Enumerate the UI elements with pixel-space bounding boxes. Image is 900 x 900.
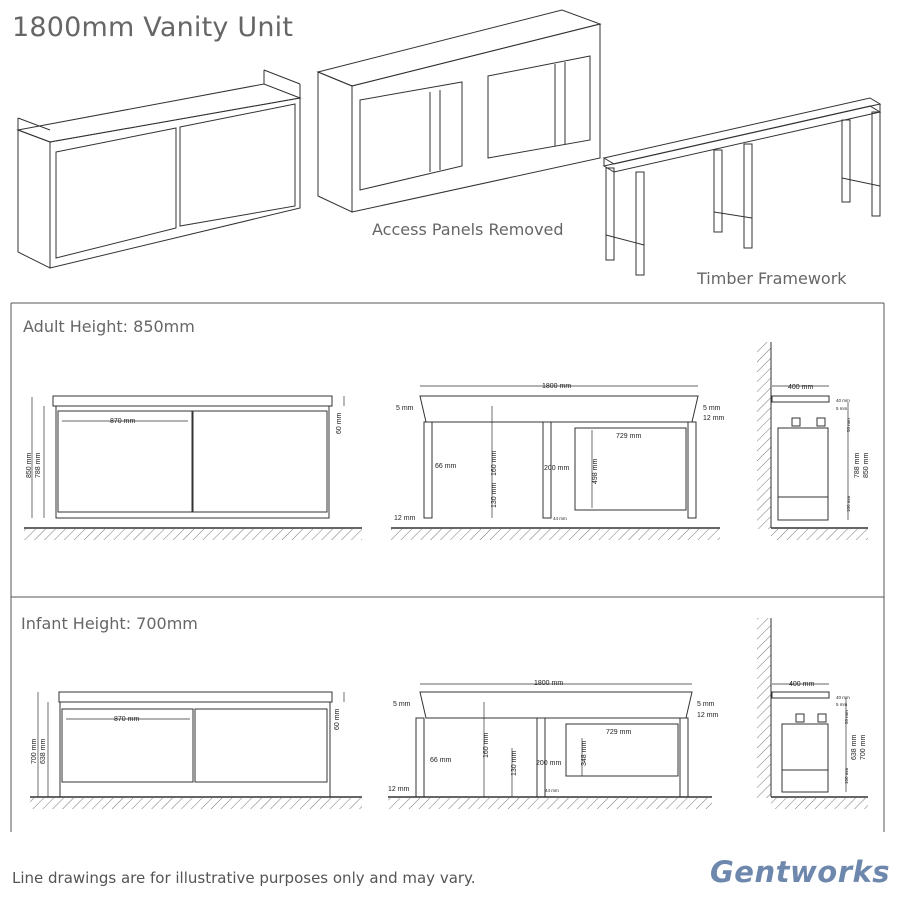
adult-frame-overhang-left: 5 mm — [396, 405, 414, 412]
adult-side-depth: 400 mm — [788, 384, 814, 391]
infant-front-panel-width: 870 mm — [114, 716, 140, 723]
adult-frame-leg: 66 mm — [435, 463, 457, 470]
infant-front-height-body: 638 mm — [40, 738, 47, 764]
adult-frame-post: 44 mm — [553, 516, 567, 521]
adult-front-height-body: 788 mm — [35, 452, 42, 478]
page-title: 1800mm Vanity Unit — [12, 12, 294, 43]
infant-side-view — [757, 618, 868, 809]
section-label-adult: Adult Height: 850mm — [23, 317, 195, 336]
infant-side-d: 100 mm — [844, 767, 849, 784]
section-label-infant: Infant Height: 700mm — [21, 614, 198, 633]
infant-frame-width: 1800 mm — [534, 680, 564, 687]
adult-frame-opening-width: 729 mm — [616, 433, 642, 440]
adult-side-view — [757, 342, 868, 540]
infant-front-height-total: 700 mm — [31, 738, 38, 764]
adult-front-panel-width: 870 mm — [110, 418, 136, 425]
adult-frame-overhang-right: 5 mm — [703, 405, 721, 412]
infant-frame-top-thickness: 12 mm — [697, 712, 719, 719]
adult-front-height-total: 850 mm — [26, 452, 33, 478]
adult-frame-width: 1800 mm — [542, 383, 572, 390]
adult-side-d: 100 mm — [846, 495, 851, 512]
caption-access-panels-removed: Access Panels Removed — [372, 220, 564, 239]
infant-frame-gap: 200 mm — [536, 760, 562, 767]
adult-side-height-total: 850 mm — [863, 452, 870, 478]
adult-side-c: 50 mm — [846, 418, 851, 432]
infant-frame-opening-width: 729 mm — [606, 729, 632, 736]
infant-side-height-body: 638 mm — [851, 734, 858, 760]
infant-frame-overhang-left: 5 mm — [393, 701, 411, 708]
brand-logo: Gentworks — [710, 855, 891, 889]
adult-side-b: 5 mm — [836, 406, 848, 411]
infant-frame-rail-low: 130 mm — [511, 750, 518, 776]
adult-frame-opening-height: 498 mm — [592, 458, 599, 484]
adult-frame-base: 12 mm — [394, 515, 416, 522]
infant-frame-rail-top: 160 mm — [483, 732, 490, 758]
infant-frame-opening-height: 348 mm — [581, 740, 588, 766]
adult-front-view — [24, 396, 362, 540]
adult-front-top-thickness: 60 mm — [336, 412, 343, 434]
disclaimer-text: Line drawings are for illustrative purposes only and may vary. — [12, 869, 476, 887]
infant-frame-overhang-right: 5 mm — [697, 701, 715, 708]
infant-side-c: 50 mm — [844, 710, 849, 724]
infant-side-depth: 400 mm — [789, 681, 815, 688]
infant-side-height-total: 700 mm — [860, 734, 867, 760]
adult-side-a: 40 mm — [836, 398, 850, 403]
adult-frame-gap: 200 mm — [544, 465, 570, 472]
adult-frame-rail-top: 160 mm — [491, 450, 498, 476]
infant-front-top-thickness: 60 mm — [334, 708, 341, 730]
infant-frame-base: 12 mm — [388, 786, 410, 793]
adult-frame-top-thickness: 12 mm — [703, 415, 725, 422]
infant-frame-leg: 66 mm — [430, 757, 452, 764]
infant-front-view — [30, 692, 362, 809]
infant-frame-post: 44 mm — [545, 788, 559, 793]
caption-timber-framework: Timber Framework — [697, 269, 847, 288]
adult-side-height-body: 788 mm — [854, 452, 861, 478]
infant-side-a: 40 mm — [836, 695, 850, 700]
infant-side-b: 5 mm — [836, 702, 848, 707]
adult-frame-rail-low: 130 mm — [491, 482, 498, 508]
